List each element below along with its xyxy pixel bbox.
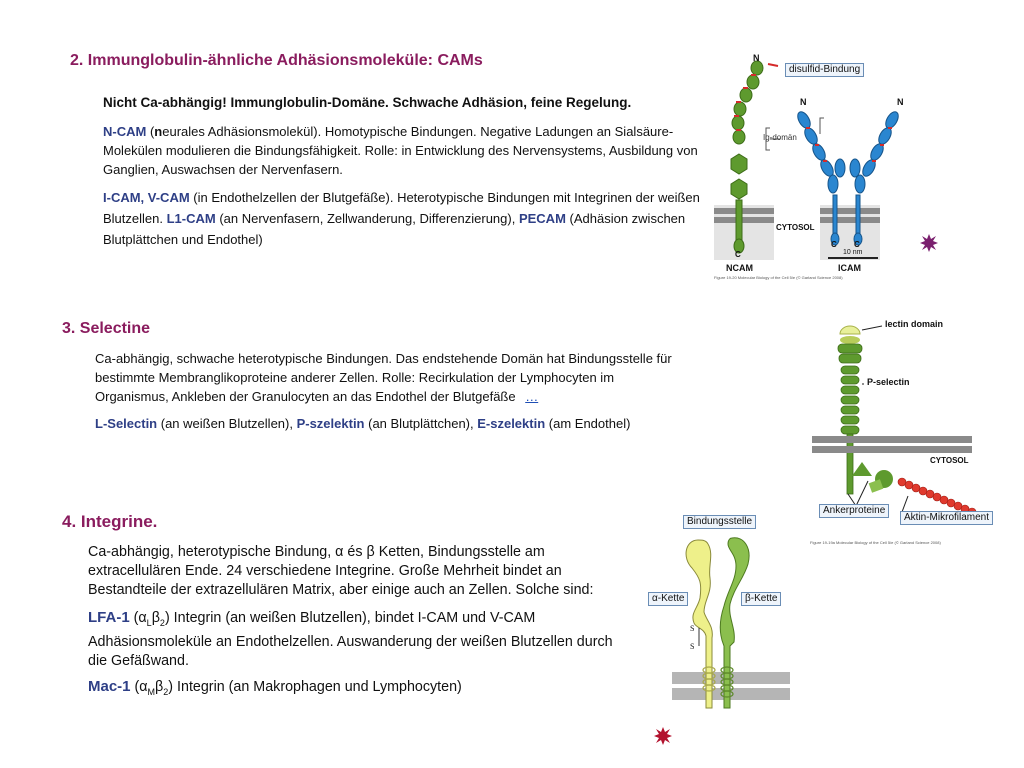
s-label-1: S — [690, 624, 695, 633]
cam-figure — [710, 50, 904, 280]
mac1-alpha: (α — [130, 678, 148, 695]
cam-cytosol-label: CYTOSOL — [776, 223, 815, 232]
selectin-text: Ca-abhängig, schwache heterotypische Bindungen. Das endstehende Domän hat Bindungsstelle für bestimmte Membranglikoproteine anderer Zellen. Rolle: Recirkulation der Lymphocyten im Organismus, Ankleben der Granulocyten an das Endothel der Blutgefäße — [95, 351, 672, 404]
icam-label: ICAM — [838, 263, 861, 273]
mac1-name: Mac-1 — [88, 677, 131, 695]
anker-label: Ankerproteine — [819, 504, 889, 518]
red-starburst-icon — [920, 234, 938, 252]
mac1-paragraph — [88, 677, 613, 702]
icam-text: (in Endothelzellen der Blutgefäße). Heterotypische Bindungen mit Integrinen der weißen Blutzellen. — [103, 190, 700, 226]
cam-diagram — [710, 50, 900, 280]
pselectin-text: (an Blutplättchen), — [364, 416, 478, 431]
selectin-caption: Figure 19-19a Molecular Biology of the Cell 5/e (© Garland Science 2008) — [810, 540, 941, 545]
icam-n-left-label: N — [800, 97, 807, 107]
lfa1-paragraph — [88, 608, 613, 671]
ncam-paren: ( — [146, 124, 155, 139]
ncam-paragraph — [103, 122, 703, 179]
ig-domain-label: Ig-domän — [763, 133, 797, 142]
selectin-types-paragraph — [95, 414, 685, 433]
alpha-chain-label: α-Kette — [648, 592, 688, 606]
aktin-label: Aktin-Mikrofilament — [900, 511, 993, 525]
lselectin-text: (an weißen Blutzellen), — [157, 416, 297, 431]
scale-label: 10 nm — [843, 249, 863, 256]
ncam-n: n — [154, 124, 163, 139]
ncam-text: eurales Adhäsionsmolekül). Homotypische Bindungen. Negative Ladungen an Sialsäure-Molekülen modulieren die Bindungsfähigkeit. Rolle: in Entwicklung des Nervensystems, Ausbildung von Ganglien, Auswachsen der Nervenfasern. — [103, 124, 698, 177]
eselectin-name: E-szelektin — [477, 416, 546, 431]
selectin-cytosol-label: CYTOSOL — [930, 456, 969, 465]
eselectin-text: (am Endothel) — [545, 416, 631, 431]
lfa1-name: LFA-1 — [88, 609, 130, 626]
s-label-2: S — [690, 642, 695, 651]
section3-heading: 3. Selectine — [62, 320, 151, 337]
lselectin-name: L-Selectin — [95, 416, 158, 431]
icam-c-right-label: C — [854, 240, 860, 249]
lfa1-beta: β — [151, 610, 160, 626]
pecam-name: PECAM — [518, 211, 566, 226]
icam-c-left-label: C — [831, 240, 837, 249]
lfa1-text: ) Integrin (an weißen Blutzellen), bindet I-CAM und V-CAM Adhäsionsmoleküle an Endothelzellen. Auswanderung der weißen Blutzellen durch die Gefäßwand. — [88, 610, 613, 669]
section2-body — [103, 93, 703, 250]
section4-heading: 4. Integrine. — [62, 512, 158, 531]
pecam-text: (Adhäsion zwischen Blutplättchen und Endothel) — [103, 211, 686, 247]
integrin-diagram — [670, 528, 800, 738]
icam-name: I-CAM, V-CAM — [103, 190, 190, 205]
mac1-sub-2: 2 — [163, 686, 169, 697]
icam-paragraph — [103, 187, 703, 250]
icam-n-right-label: N — [897, 97, 904, 107]
l1cam-text: (an Nervenfasern, Zellwanderung, Differenzierung), — [215, 211, 519, 226]
section4-body — [88, 543, 613, 702]
ncam-name: N-CAM — [103, 124, 147, 139]
ncam-c-label: C — [735, 250, 741, 259]
pselectin-name: P-szelektin — [296, 416, 365, 431]
section3-body — [95, 349, 685, 433]
selectin-paragraph — [95, 349, 685, 406]
integrin-figure — [670, 528, 800, 738]
ncam-label: NCAM — [726, 263, 753, 273]
mac1-beta: β — [155, 678, 164, 695]
l1cam-name: L1-CAM — [166, 211, 216, 226]
bindungsstelle-label: Bindungsstelle — [683, 515, 756, 529]
mac1-text: ) Integrin (an Makrophagen und Lymphocyten) — [168, 678, 462, 695]
cam-caption: Figure 19-20 Molecular Biology of the Cell 5/e (© Garland Science 2008) — [714, 275, 843, 280]
section2-heading: 2. Immunglobulin-ähnliche Adhäsionsmoleküle: CAMs — [70, 52, 483, 69]
beta-chain-label: β-Kette — [741, 592, 781, 606]
disulfid-label: disulfid-Bindung — [785, 63, 864, 77]
ncam-n-label: N — [753, 53, 760, 63]
mac1-sub-m: M — [147, 686, 156, 697]
integrin-paragraph: Ca-abhängig, heterotypische Bindung, α és β Ketten, Bindungsstelle am extracellulären Ende. 24 verschiedene Integrine. Große Mehrheit bindet an Bestandteile der extrazellulären Matrix, aber einige auch an Zellen. Solche sind: — [88, 544, 594, 598]
lfa1-sub-2: 2 — [159, 617, 165, 628]
section2-intro: Nicht Ca-abhängig! Immunglobulin-Domäne. Schwache Adhäsion, feine Regelung. — [103, 95, 632, 110]
pselectin-label: P-selectin — [867, 377, 910, 387]
lectin-label: lectin domain — [885, 319, 944, 329]
lfa1-alpha: (α — [129, 610, 147, 626]
lfa1-sub-l: L — [146, 617, 152, 628]
more-link[interactable]: … — [525, 389, 539, 404]
red-starburst-icon-2 — [654, 727, 672, 745]
